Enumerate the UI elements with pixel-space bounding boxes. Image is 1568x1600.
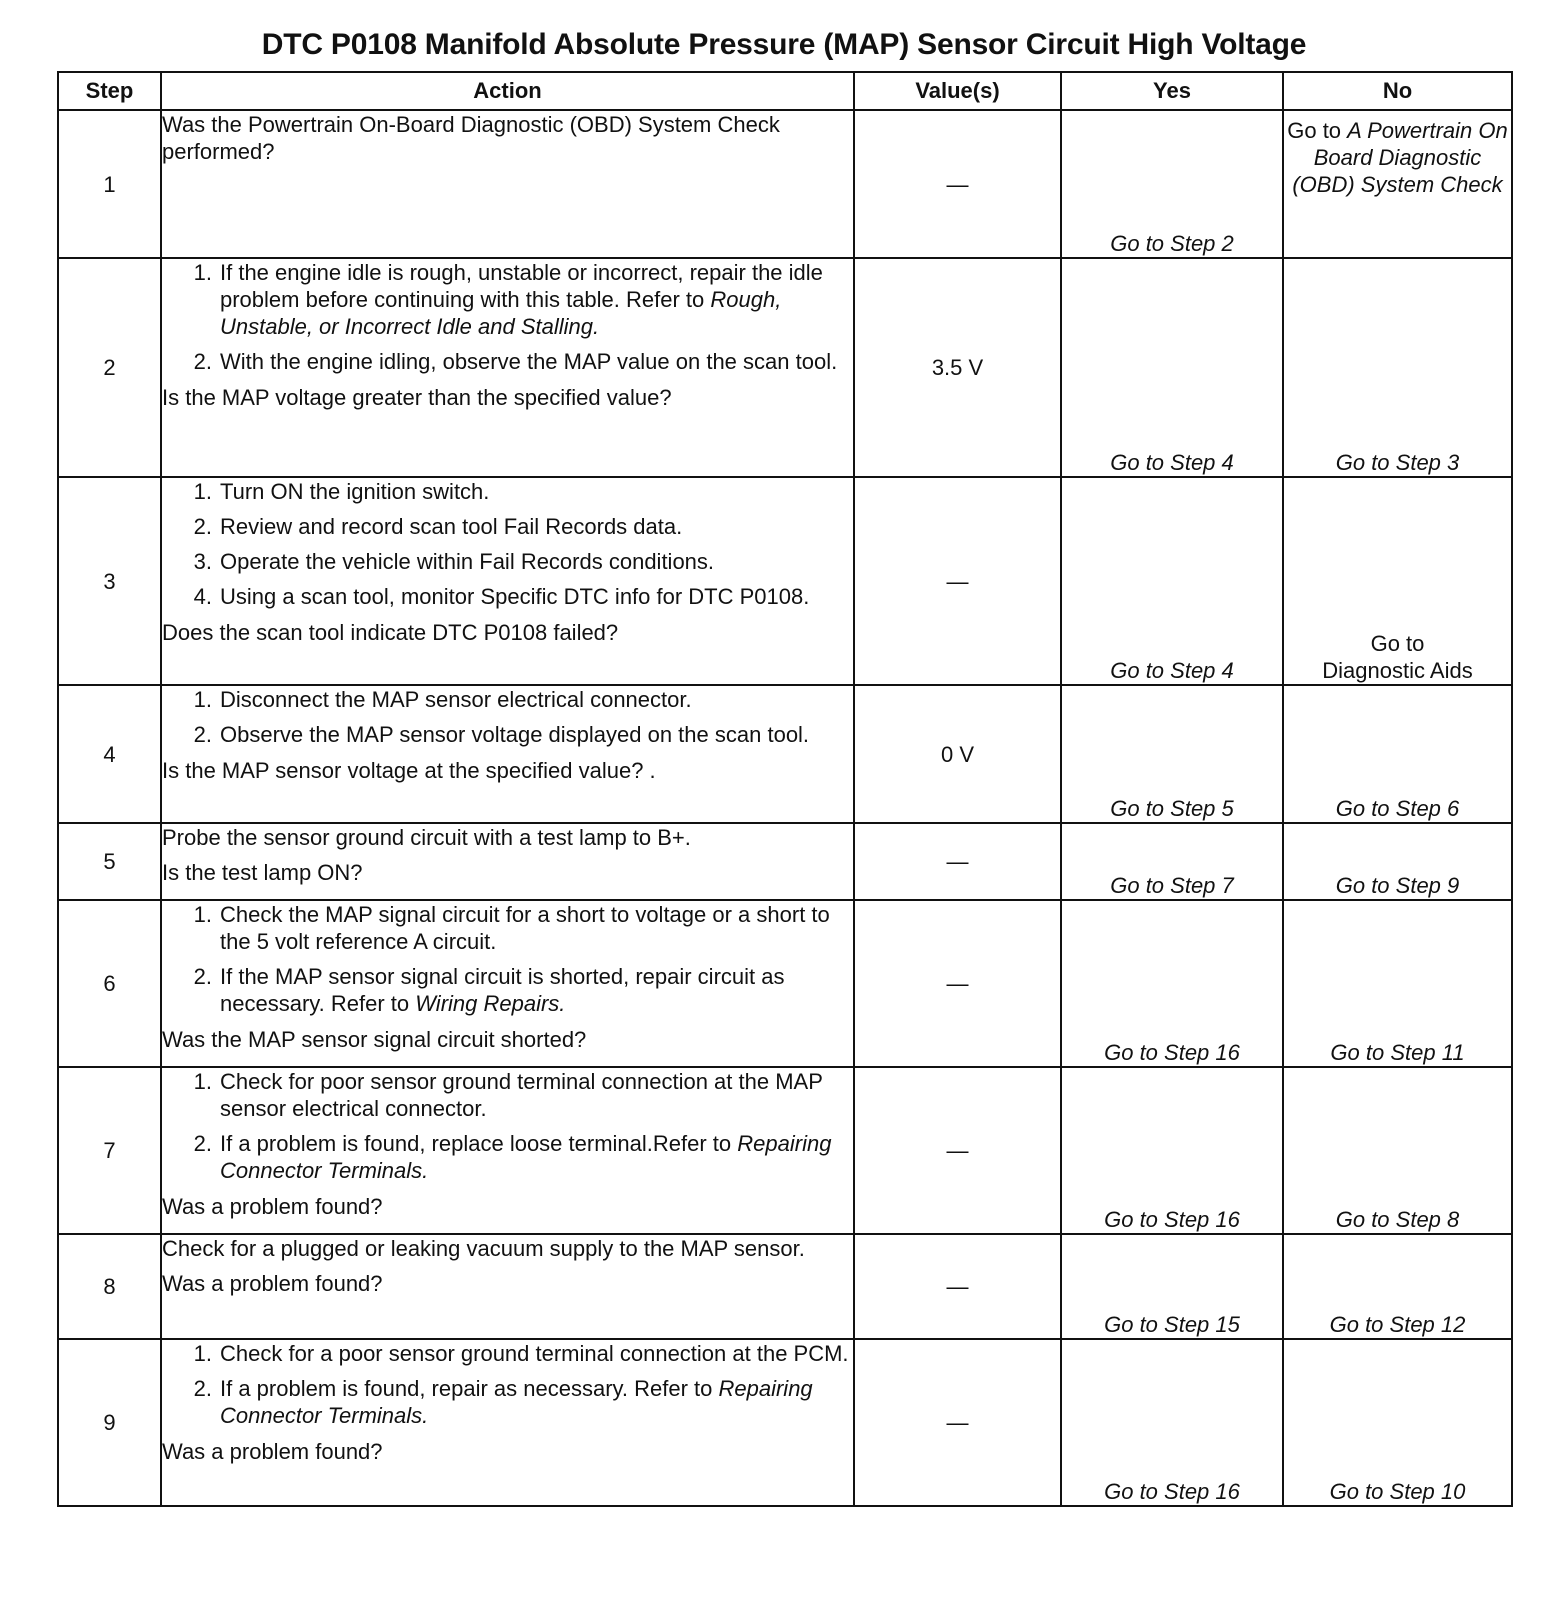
step-number: 2 [58,258,161,477]
action-item-text: Turn ON the ignition switch. [220,479,490,504]
header-value: Value(s) [854,72,1061,110]
header-row [58,72,1512,110]
action-item-text: Observe the MAP sensor voltage displayed on the scan tool. [220,722,810,747]
no-link[interactable] [1283,110,1512,258]
action-item-reference[interactable]: Repairing Connector Terminals. [220,1131,832,1183]
no-link[interactable]: Go to Step 3 [1283,258,1512,477]
action-item-text: Review and record scan tool Fail Records data. [220,514,683,539]
step-number: 5 [58,823,161,900]
yes-link[interactable]: Go to Step 16 [1061,900,1283,1067]
value-cell: — [854,823,1061,900]
action-item-text: Operate the vehicle within Fail Records conditions. [220,549,715,574]
action-item-reference[interactable]: Wiring Repairs. [415,991,566,1016]
header-yes: Yes [1061,72,1283,110]
table-row [58,1067,1512,1234]
value-cell: — [854,477,1061,685]
action-item-text: If the engine idle is rough, unstable or incorrect, repair the idle problem before continuing with this table. Refer to [220,260,823,312]
action-question: Was a problem found? [162,1271,383,1296]
action-item: 1. Check for a poor sensor ground terminal connection at the PCM. [162,1340,853,1367]
action-item: 2. If a problem is found, repair as necessary. Refer to Repairing Connector Terminals. [193,1376,813,1428]
action-item-text: Check for a poor sensor ground terminal connection at the PCM. [220,1341,849,1366]
yes-link[interactable]: Go to Step 2 [1061,110,1283,258]
action-question: Is the test lamp ON? [162,860,363,885]
action-cell [161,1339,854,1506]
action-item: 2. Review and record scan tool Fail Records data. [162,513,853,540]
value-cell: — [854,1067,1061,1234]
step-number: 4 [58,685,161,823]
no-link-line: Go to [1370,631,1425,656]
action-item: 1. Check for poor sensor ground terminal connection at the MAP sensor electrical connector. [162,1068,853,1122]
value-cell: — [854,900,1061,1067]
action-question: Does the scan tool indicate DTC P0108 failed? [162,620,619,645]
action-item: 1. Disconnect the MAP sensor electrical connector. [162,686,853,713]
action-question: Was a problem found? [162,1439,383,1464]
action-cell [161,477,854,685]
action-cell [161,685,854,823]
table-row [58,823,1512,900]
value-cell: — [854,1339,1061,1506]
table-row [58,685,1512,823]
action-cell [161,823,854,900]
action-item-text: Check the MAP signal circuit for a short to voltage or a short to the 5 volt reference A circuit. [220,902,830,954]
no-link[interactable]: Go to Step 6 [1283,685,1512,823]
action-item: 1. Check the MAP signal circuit for a short to voltage or a short to the 5 volt reference A circuit. [162,901,853,955]
action-item-text: Using a scan tool, monitor Specific DTC info for DTC P0108. [220,584,810,609]
no-link-prefix: Go to [1287,118,1348,143]
no-link[interactable]: Go to Step 10 [1283,1339,1512,1506]
value-cell: 3.5 V [854,258,1061,477]
action-item: 1. Turn ON the ignition switch. [162,478,853,505]
table-row [58,258,1512,477]
action-item-text: Disconnect the MAP sensor electrical connector. [220,687,692,712]
yes-link[interactable]: Go to Step 16 [1061,1339,1283,1506]
yes-link[interactable]: Go to Step 4 [1061,258,1283,477]
table-row [58,900,1512,1067]
action-item-reference[interactable]: Repairing Connector Terminals. [220,1376,813,1428]
step-number: 1 [58,110,161,258]
yes-link[interactable]: Go to Step 15 [1061,1234,1283,1339]
action-item: 2. With the engine idling, observe the MAP value on the scan tool. [162,348,853,375]
value-cell: 0 V [854,685,1061,823]
header-action: Action [161,72,854,110]
action-cell [161,110,854,258]
yes-link[interactable]: Go to Step 7 [1061,823,1283,900]
action-question: Was the MAP sensor signal circuit shorted? [162,1027,587,1052]
action-instruction: Check for a plugged or leaking vacuum supply to the MAP sensor. [162,1236,805,1261]
yes-link[interactable]: Go to Step 16 [1061,1067,1283,1234]
no-link[interactable] [1283,477,1512,685]
table-row [58,477,1512,685]
action-item-text: If a problem is found, replace loose terminal.Refer to [220,1131,738,1156]
header-no: No [1283,72,1512,110]
value-cell: — [854,1234,1061,1339]
page-title: DTC P0108 Manifold Absolute Pressure (MAP) Sensor Circuit High Voltage [261,28,1307,61]
action-item: 4. Using a scan tool, monitor Specific DTC info for DTC P0108. [162,583,853,610]
action-item: 3. Operate the vehicle within Fail Records conditions. [162,548,853,575]
table-row [58,1339,1512,1506]
no-link-reference: A Powertrain On Board Diagnostic (OBD) System Check [1292,118,1508,197]
action-item: 2. Observe the MAP sensor voltage displayed on the scan tool. [162,721,853,748]
step-number: 9 [58,1339,161,1506]
step-number: 6 [58,900,161,1067]
action-item-text: If a problem is found, repair as necessary. Refer to [220,1376,719,1401]
no-link-line: Diagnostic Aids [1322,658,1473,683]
action-question: Is the MAP voltage greater than the specified value? [162,385,672,410]
step-number: 3 [58,477,161,685]
yes-link[interactable]: Go to Step 4 [1061,477,1283,685]
action-cell [161,258,854,477]
step-number: 7 [58,1067,161,1234]
action-item: 1. If the engine idle is rough, unstable or incorrect, repair the idle problem before continuing with this table. Refer to Rough, Unstable, or Incorrect Idle and Stalling. [193,260,823,339]
action-cell [161,1067,854,1234]
action-question: Was the Powertrain On-Board Diagnostic (OBD) System Check performed? [162,112,780,164]
diagnostic-table [57,71,1513,1507]
action-item-text: Check for poor sensor ground terminal connection at the MAP sensor electrical connector. [220,1069,823,1121]
action-item: 2. If the MAP sensor signal circuit is shorted, repair circuit as necessary. Refer to Wiring Repairs. [193,964,785,1016]
action-question: Is the MAP sensor voltage at the specified value? . [162,758,656,783]
no-link[interactable]: Go to Step 11 [1283,900,1512,1067]
no-link[interactable]: Go to Step 12 [1283,1234,1512,1339]
action-item: 2. If a problem is found, replace loose terminal.Refer to Repairing Connector Terminals. [193,1131,832,1183]
action-question: Was a problem found? [162,1194,383,1219]
value-cell: — [854,110,1061,258]
step-number: 8 [58,1234,161,1339]
header-step: Step [58,72,161,110]
table-row [58,110,1512,258]
action-item-reference[interactable]: Rough, Unstable, or Incorrect Idle and Stalling. [220,287,782,339]
no-link[interactable]: Go to Step 9 [1283,823,1512,900]
yes-link[interactable]: Go to Step 5 [1061,685,1283,823]
no-link[interactable]: Go to Step 8 [1283,1067,1512,1234]
action-cell [161,900,854,1067]
table-row [58,1234,1512,1339]
action-item-text: If the MAP sensor signal circuit is shorted, repair circuit as necessary. Refer to [220,964,785,1016]
action-cell [161,1234,854,1339]
action-item-text: With the engine idling, observe the MAP value on the scan tool. [220,349,838,374]
action-instruction: Probe the sensor ground circuit with a test lamp to B+. [162,825,691,850]
